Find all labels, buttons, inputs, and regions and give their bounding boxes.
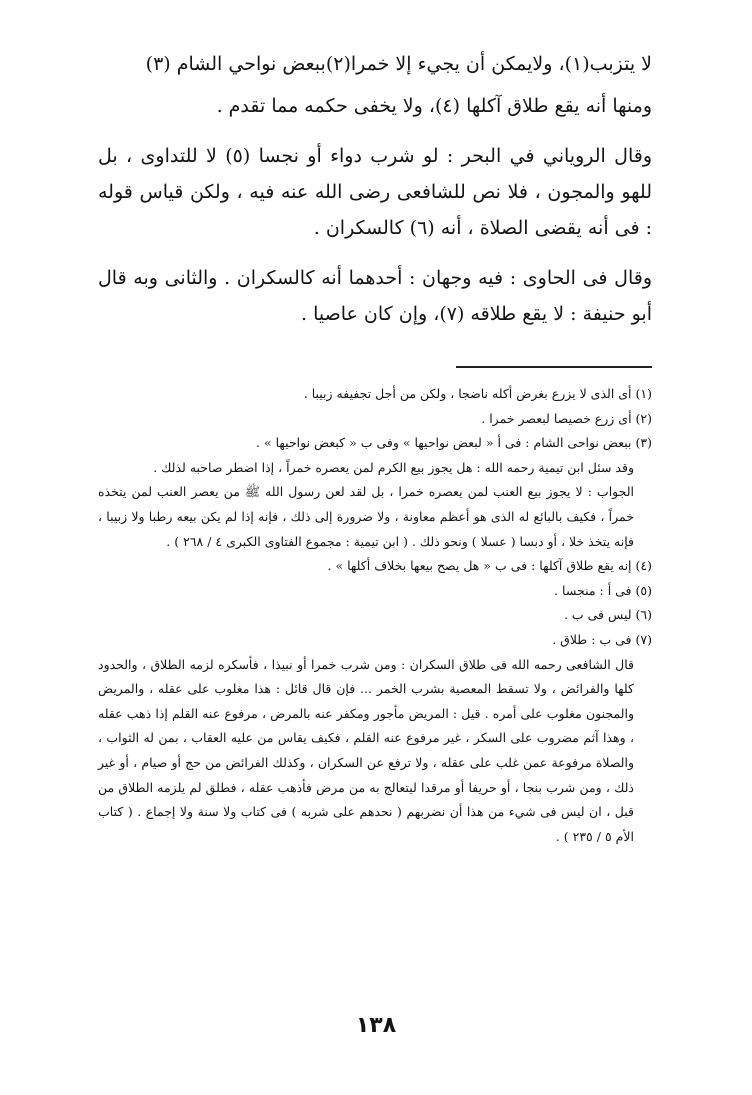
footnote: الجواب : لا يجوز بيع العنب لمن يعصره خمرا ، بل لقد لعن رسول الله ﷺ من يعصر العنب لمن يتخذه خمراً ، فكيف بالبائع له الذى هو أعظم معاونة ، ولا ضرورة إلى ذلك ، فإنه إذا لم يكن بيعه رطبا ولا زبيبا ، فإنه يتخذ خلا ، أو دبسا ( عسلا ) ونحو ذلك . ( ابن تيمية : مجموع الفتاوى الكبرى ٤ / ٢٦٨ ) . (98, 484, 634, 549)
page-number: ١٣٨ (355, 1013, 397, 1038)
footnote: قال الشافعى رحمه الله فى طلاق السكران : ومن شرب خمرا أو نبيذا ، فأسكره لزمه الطلاق ، والحدود كلها والفرائض ، ولا تسقط المعصية بشرب الخمر ... فإن قال قائل : هذا مغلوب على عقله ، والمريض والمجنون مغلوب على أمره . قيل : المريض مأجور ومكفر عنه بالمرض ، مرفوع عنه القلم إذا ذهب عقله ، وهذا آثم مضروب على السكر ، غير مرفوع عنه القلم ، فكيف يقاس من عليه العقاب ، بمن له الثواب ، والصلاة مرفوعة عمن غلب على عقله ، ولا ترفع عن السكران ، وكذلك الفرائض من حج أو صيام ، أو غير ذلك ، ومن شرب بنجا ، أو حريفا أو مرقدا ليتعالج به من مرض فأذهب عقله ، فطلق لم يلزمه الطلاق من قبل ، ان ليس فى شيء من هذا أن نضربهم ( نحدهم على شربه ) فى كتاب ولا سنة ولا إجماع . ( كتاب الأم ٥ / ٢٣٥ ) . (98, 656, 634, 844)
footnote-separator (456, 366, 652, 368)
footnotes (98, 382, 652, 849)
footnote: (٣) ببعض نواحى الشام : فى أ « لبعض نواحيها » وفى ب « كبعض نواحيها » . (256, 435, 652, 451)
footnote: (٢) أى زرع خصيصا لبعصر خمرا . (481, 410, 652, 426)
footnote: (٥) فى أ : منجسا . (554, 582, 652, 598)
footnote: (٦) ليس فى ب . (563, 607, 652, 623)
footnote: (٤) إنه يقع طلاق آكلها : فى ب « هل يصح بيعها بخلاف أكلها » . (327, 558, 652, 574)
main-paragraph: وقال فى الحاوى : فيه وجهان : أحدهما أنه كالسكران . والثانى وبه قال أبو حنيفة : لا يقع طلاقه (٧)، وإن كان عاصيا . (98, 267, 652, 325)
main-paragraph: لا يتزبب(١)، ولايمكن أن يجيء إلا خمرا(٢)ببعض نواحي الشام (٣) (145, 53, 652, 75)
main-paragraph: ومنها أنه يقع طلاق آكلها (٤)، ولا يخفى حكمه مما تقدم . (216, 95, 652, 117)
main-paragraph: وقال الروياني في البحر : لو شرب دواء أو نجسا (٥) لا للتداوى ، بل للهو والمجون ، فلا نص للشافعى رضى الله عنه فيه ، ولكن قياس قوله : فى أنه يقضى الصلاة ، أنه (٦) كالسكران . (98, 145, 653, 239)
footnote: (١) أى الذى لا يزرع بغرض أكله ناضجا ، ولكن من أجل تجفيفه زبيبا . (303, 386, 652, 401)
footnote: (٧) فى ب : طلاق . (552, 631, 652, 647)
footnote: وقد سئل ابن تيمية رحمه الله : هل يجوز بيع الكرم لمن يعصره خمراً ، إذا اضطر صاحبه لذلك . (153, 459, 634, 475)
main-text (98, 46, 652, 346)
